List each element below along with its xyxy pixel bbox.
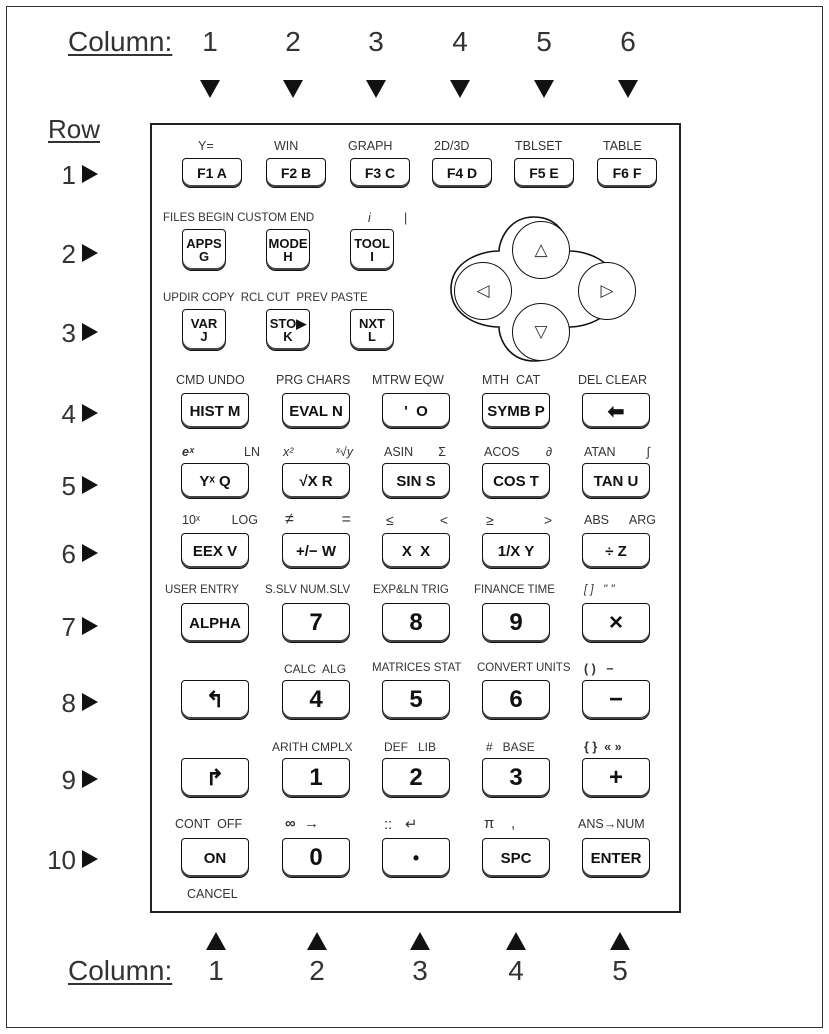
- row-label-9: 9: [61, 765, 76, 795]
- minus-key[interactable]: −: [582, 680, 650, 720]
- shift-label: [182, 513, 258, 527]
- row-arrow-2: [82, 244, 98, 262]
- shift-label: CONT OFF: [175, 817, 243, 831]
- shift-label: MTH CAT: [482, 373, 541, 387]
- shift-part: ≥: [486, 512, 494, 528]
- key-label: STO▶: [269, 316, 307, 331]
- col-arrow-up-1: [206, 932, 226, 950]
- top-col-4: 4: [452, 26, 468, 57]
- top-column-header: [68, 26, 172, 58]
- key-label: VAR: [190, 316, 218, 331]
- row-label-1: 1: [61, 160, 76, 190]
- shift-label: S.SLV NUM.SLV: [265, 584, 351, 596]
- key-label: TOOL: [354, 236, 390, 251]
- row-arrow-9: [82, 770, 98, 788]
- col-arrow-down-6: [618, 80, 638, 98]
- tan-key[interactable]: TAN U: [582, 463, 650, 499]
- bottom-col-2: 2: [309, 955, 325, 986]
- shift-label: DEL CLEAR: [578, 373, 648, 387]
- shift-part: x²: [283, 445, 294, 459]
- shift-part: ASIN: [384, 445, 414, 459]
- shift-label: MATRICES STAT: [372, 662, 462, 674]
- key-alpha: K: [283, 329, 293, 344]
- eval-key[interactable]: EVAL N: [282, 393, 350, 429]
- row-header-label: Row: [48, 114, 101, 144]
- bottom-column-header: [68, 955, 172, 987]
- col-arrow-down-4: [450, 80, 470, 98]
- row-arrow-4: [82, 404, 98, 422]
- one-key[interactable]: 1: [282, 758, 350, 798]
- multiply-key[interactable]: ×: [582, 603, 650, 643]
- cancel-label: CANCEL: [187, 887, 238, 901]
- six-key[interactable]: 6: [482, 680, 550, 720]
- shift-label: :: ↵: [384, 816, 418, 833]
- f6-key[interactable]: F6 F: [597, 158, 657, 188]
- shift-label: DEF LIB: [384, 740, 437, 754]
- sto-key[interactable]: [266, 309, 310, 351]
- decimal-key[interactable]: •: [382, 838, 450, 878]
- apps-key[interactable]: [182, 229, 226, 271]
- shift-part: <: [439, 512, 448, 528]
- arrow-up-key[interactable]: △: [512, 221, 570, 279]
- plus-key[interactable]: +: [582, 758, 650, 798]
- shift-part: LOG: [231, 513, 258, 527]
- row-label-4: 4: [61, 399, 76, 429]
- row-label-6: 6: [61, 539, 76, 569]
- shift-label: TBLSET: [515, 139, 563, 153]
- f3-key[interactable]: F3 C: [350, 158, 410, 188]
- right-shift-key[interactable]: ↱: [181, 758, 249, 798]
- row-label-8: 8: [61, 688, 76, 718]
- row-label-7: 7: [61, 612, 76, 642]
- row-arrow-3: [82, 323, 98, 341]
- power-key[interactable]: Yˣ Q: [181, 463, 249, 499]
- enter-key[interactable]: ENTER: [582, 838, 650, 878]
- shift-label: [484, 445, 552, 459]
- shift-label: CMD UNDO: [176, 373, 245, 387]
- five-key[interactable]: 5: [382, 680, 450, 720]
- row-arrow-1: [82, 165, 98, 183]
- shift-label: GRAPH: [348, 139, 393, 153]
- key-label: APPS: [186, 236, 222, 251]
- top-column-label: Column:: [68, 26, 173, 57]
- shift-part: >: [543, 512, 552, 528]
- shift-label: [384, 445, 446, 459]
- col-arrow-up-4: [506, 932, 526, 950]
- shift-label: [584, 513, 656, 527]
- shift-part: 10ˣ: [182, 513, 201, 527]
- shift-label: # BASE: [486, 740, 535, 754]
- shift-label: PRG CHARS: [276, 373, 351, 387]
- row-arrow-8: [82, 693, 98, 711]
- eex-key[interactable]: EEX V: [181, 533, 249, 569]
- shift-label: [386, 512, 448, 528]
- nxt-key[interactable]: [350, 309, 394, 351]
- alpha-key[interactable]: ALPHA: [181, 603, 249, 643]
- x-key[interactable]: X X: [382, 533, 450, 569]
- top-col-1: 1: [202, 26, 218, 57]
- two-key[interactable]: 2: [382, 758, 450, 798]
- shift-label: MTRW EQW: [372, 373, 444, 387]
- eight-key[interactable]: 8: [382, 603, 450, 643]
- negate-key[interactable]: +/− W: [282, 533, 350, 569]
- shift-label: CONVERT UNITS: [477, 662, 571, 674]
- row-arrow-7: [82, 617, 98, 635]
- four-key[interactable]: 4: [282, 680, 350, 720]
- mode-key[interactable]: [266, 229, 310, 271]
- shift-part: ≤: [386, 512, 394, 528]
- quote-key[interactable]: ' O: [382, 393, 450, 429]
- shift-label: [ ] " ": [584, 584, 615, 596]
- shift-part: LN: [244, 445, 260, 459]
- shift-label: π ,: [484, 815, 516, 832]
- shift-part: ATAN: [584, 445, 616, 459]
- shift-label: { } « »: [584, 740, 622, 754]
- symb-key[interactable]: SYMB P: [482, 393, 550, 429]
- col-arrow-down-1: [200, 80, 220, 98]
- col-arrow-up-2: [307, 932, 327, 950]
- key-alpha: H: [283, 249, 293, 264]
- shift-label: ( ) −: [584, 662, 614, 676]
- arrow-left-key[interactable]: ◁: [454, 262, 512, 320]
- col-arrow-down-5: [534, 80, 554, 98]
- key-alpha: G: [198, 249, 210, 264]
- shift-label: USER ENTRY: [165, 584, 239, 596]
- top-col-5: 5: [536, 26, 552, 57]
- shift-label: 2D/3D: [434, 139, 470, 153]
- shift-label: Y=: [198, 139, 214, 153]
- inverse-key[interactable]: 1/X Y: [482, 533, 550, 569]
- key-label: NXT: [359, 316, 385, 331]
- f5-key[interactable]: F5 E: [514, 158, 574, 188]
- sqrt-key[interactable]: √X R: [282, 463, 350, 499]
- row-label-5: 5: [61, 471, 76, 501]
- shift-part: ≠: [285, 511, 294, 528]
- row-label-3: 3: [61, 318, 76, 348]
- cos-key[interactable]: COS T: [482, 463, 550, 499]
- row-header: [48, 114, 100, 145]
- shift-label: UPDIR COPY RCL CUT PREV PASTE: [163, 292, 368, 304]
- row-arrow-6: [82, 544, 98, 562]
- left-shift-key[interactable]: ↰: [181, 680, 249, 720]
- shift-label: WIN: [274, 139, 299, 153]
- shift-part: ACOS: [484, 445, 520, 459]
- var-key[interactable]: [182, 309, 226, 351]
- backspace-key[interactable]: ⬅: [582, 393, 650, 429]
- on-key[interactable]: ON: [181, 838, 249, 878]
- shift-label: ANS→NUM: [578, 817, 645, 831]
- shift-label: [285, 511, 351, 529]
- bottom-column-label: Column:: [68, 955, 173, 986]
- bottom-col-1: 1: [208, 955, 224, 986]
- bottom-col-4: 4: [508, 955, 524, 986]
- seven-key[interactable]: 7: [282, 603, 350, 643]
- space-key[interactable]: SPC: [482, 838, 550, 878]
- shift-part: eˣ: [182, 445, 194, 459]
- row-arrow-5: [82, 476, 98, 494]
- nine-key[interactable]: 9: [482, 603, 550, 643]
- arrow-right-key[interactable]: ▷: [578, 262, 636, 320]
- key-label: MODE: [268, 236, 308, 251]
- row-label-10: 10: [47, 845, 76, 875]
- top-col-3: 3: [368, 26, 384, 57]
- col-arrow-down-3: [366, 80, 386, 98]
- shift-label: CALC ALG: [284, 662, 347, 676]
- top-col-6: 6: [620, 26, 636, 57]
- f1-key[interactable]: F1 A: [182, 158, 242, 188]
- col-arrow-up-5: [610, 932, 630, 950]
- three-key[interactable]: 3: [482, 758, 550, 798]
- shift-part: Σ: [438, 445, 446, 459]
- shift-part: ∫: [646, 445, 650, 459]
- row-label-2: 2: [61, 239, 76, 269]
- shift-label: ARITH CMPLX: [272, 740, 353, 754]
- f2-key[interactable]: F2 B: [266, 158, 326, 188]
- top-col-2: 2: [285, 26, 301, 57]
- key-alpha: L: [368, 329, 376, 344]
- shift-label: [283, 445, 353, 459]
- shift-label: [584, 445, 650, 459]
- key-alpha: I: [370, 249, 374, 264]
- shift-label: TABLE: [603, 139, 642, 153]
- col-arrow-up-3: [410, 932, 430, 950]
- shift-label: i: [368, 211, 371, 225]
- shift-label: FINANCE TIME: [474, 584, 555, 596]
- row-arrow-10: [82, 850, 98, 868]
- shift-part: ABS: [584, 513, 610, 527]
- shift-label: ∞ →: [285, 815, 320, 832]
- shift-label: [486, 512, 552, 528]
- shift-part: =: [341, 511, 351, 528]
- hist-key[interactable]: HIST M: [181, 393, 249, 429]
- key-alpha: J: [200, 329, 208, 344]
- shift-label: EXP&LN TRIG: [373, 584, 449, 596]
- col-arrow-down-2: [283, 80, 303, 98]
- shift-label: |: [404, 211, 408, 225]
- bottom-col-5: 5: [612, 955, 628, 986]
- tool-key[interactable]: [350, 229, 394, 271]
- bottom-col-3: 3: [412, 955, 428, 986]
- shift-label: FILES BEGIN CUSTOM END: [163, 212, 315, 224]
- shift-part: ˣ√y: [335, 445, 353, 459]
- arrow-down-key[interactable]: ▽: [512, 303, 570, 361]
- shift-part: ∂: [545, 445, 552, 459]
- zero-key[interactable]: 0: [282, 838, 350, 878]
- f4-key[interactable]: F4 D: [432, 158, 492, 188]
- divide-key[interactable]: ÷ Z: [582, 533, 650, 569]
- sin-key[interactable]: SIN S: [382, 463, 450, 499]
- shift-label: [182, 445, 260, 459]
- shift-part: ARG: [628, 513, 656, 527]
